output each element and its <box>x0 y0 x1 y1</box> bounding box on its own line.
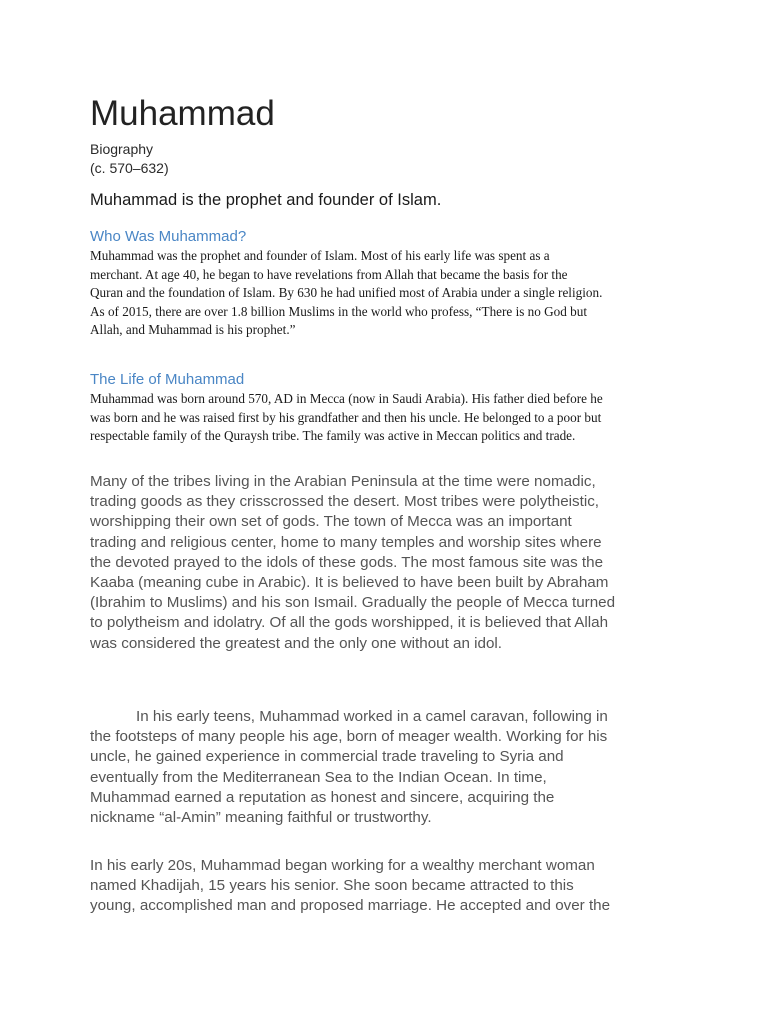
text-line: to polytheism and idolatry. Of all the gods worshipped, it is believed that Allah <box>90 614 609 632</box>
paragraph-early-teens <box>90 707 690 828</box>
text-line: Many of the tribes living in the Arabian Peninsula at the time were nomadic, <box>90 473 596 490</box>
paragraph-arabian-tribes <box>90 472 690 654</box>
text-line: Kaaba (meaning cube in Arabic). It is believed to have been built by Abraham <box>90 573 609 591</box>
text-line: Muhammad earned a reputation as honest and sincere, acquiring the <box>90 788 555 806</box>
text-line: worshipping their own set of gods. The town of Mecca was an important <box>90 513 572 531</box>
page-title: Muhammad <box>90 94 275 133</box>
text-line: merchant. At age 40, he began to have revelations from Allah that became the basis for the <box>90 266 568 282</box>
text-line: named Khadijah, 15 years his senior. She soon became attracted to this <box>90 877 574 895</box>
text-line: Muhammad was the prophet and founder of Islam. Most of his early life was spent as a <box>90 248 550 263</box>
text-line: Muhammad was born around 570, AD in Mecca (now in Saudi Arabia). His father died before he <box>90 391 603 406</box>
text-line: Quran and the foundation of Islam. By 630 he had unified most of Arabia under a single religion. <box>90 285 603 300</box>
text-line: In his early teens, Muhammad worked in a camel caravan, following in <box>136 708 608 725</box>
paragraph-early-20s <box>90 856 690 917</box>
text-line: nickname “al-Amin” meaning faithful or trustworthy. <box>90 808 432 826</box>
text-line: uncle, he gained experience in commercial trade traveling to Syria and <box>90 748 564 766</box>
text-line: was born and he was raised first by his grandfather and then his uncle. He belonged to a poor but <box>90 409 602 425</box>
lead-sentence: Muhammad is the prophet and founder of Islam. <box>90 191 442 209</box>
subtitle: Biography <box>90 141 154 157</box>
text-line: the devoted prayed to the idols of these gods. The most famous site was the <box>90 553 604 571</box>
text-line: young, accomplished man and proposed marriage. He accepted and over the <box>90 897 611 915</box>
section-body-life-of-muhammad <box>90 390 690 446</box>
text-line: As of 2015, there are over 1.8 billion Muslims in the world who profess, “There is no God but <box>90 303 588 319</box>
text-line: eventually from the Mediterranean Sea to the Indian Ocean. In time, <box>90 768 547 786</box>
text-line: Allah, and Muhammad is his prophet.” <box>90 322 296 337</box>
text-line: the footsteps of many people his age, born of meager wealth. Working for his <box>90 728 608 746</box>
text-line: In his early 20s, Muhammad began working for a wealthy merchant woman <box>90 857 595 874</box>
text-line: trading goods as they crisscrossed the desert. Most tribes were polytheistic, <box>90 493 600 511</box>
life-dates: (c. 570–632) <box>90 160 169 176</box>
text-line: (Ibrahim to Muslims) and his son Ismail. Gradually the people of Mecca turned <box>90 594 616 612</box>
text-line: trading and religious center, home to many temples and worship sites where <box>90 533 602 551</box>
text-line: was considered the greatest and the only one without an idol. <box>90 634 503 652</box>
text-line: respectable family of the Quraysh tribe. The family was active in Meccan politics and trade. <box>90 428 576 443</box>
section-heading-life-of-muhammad: The Life of Muhammad <box>90 371 245 388</box>
section-heading-who-was-muhammad: Who Was Muhammad? <box>90 228 247 245</box>
section-body-who-was-muhammad <box>90 247 690 340</box>
